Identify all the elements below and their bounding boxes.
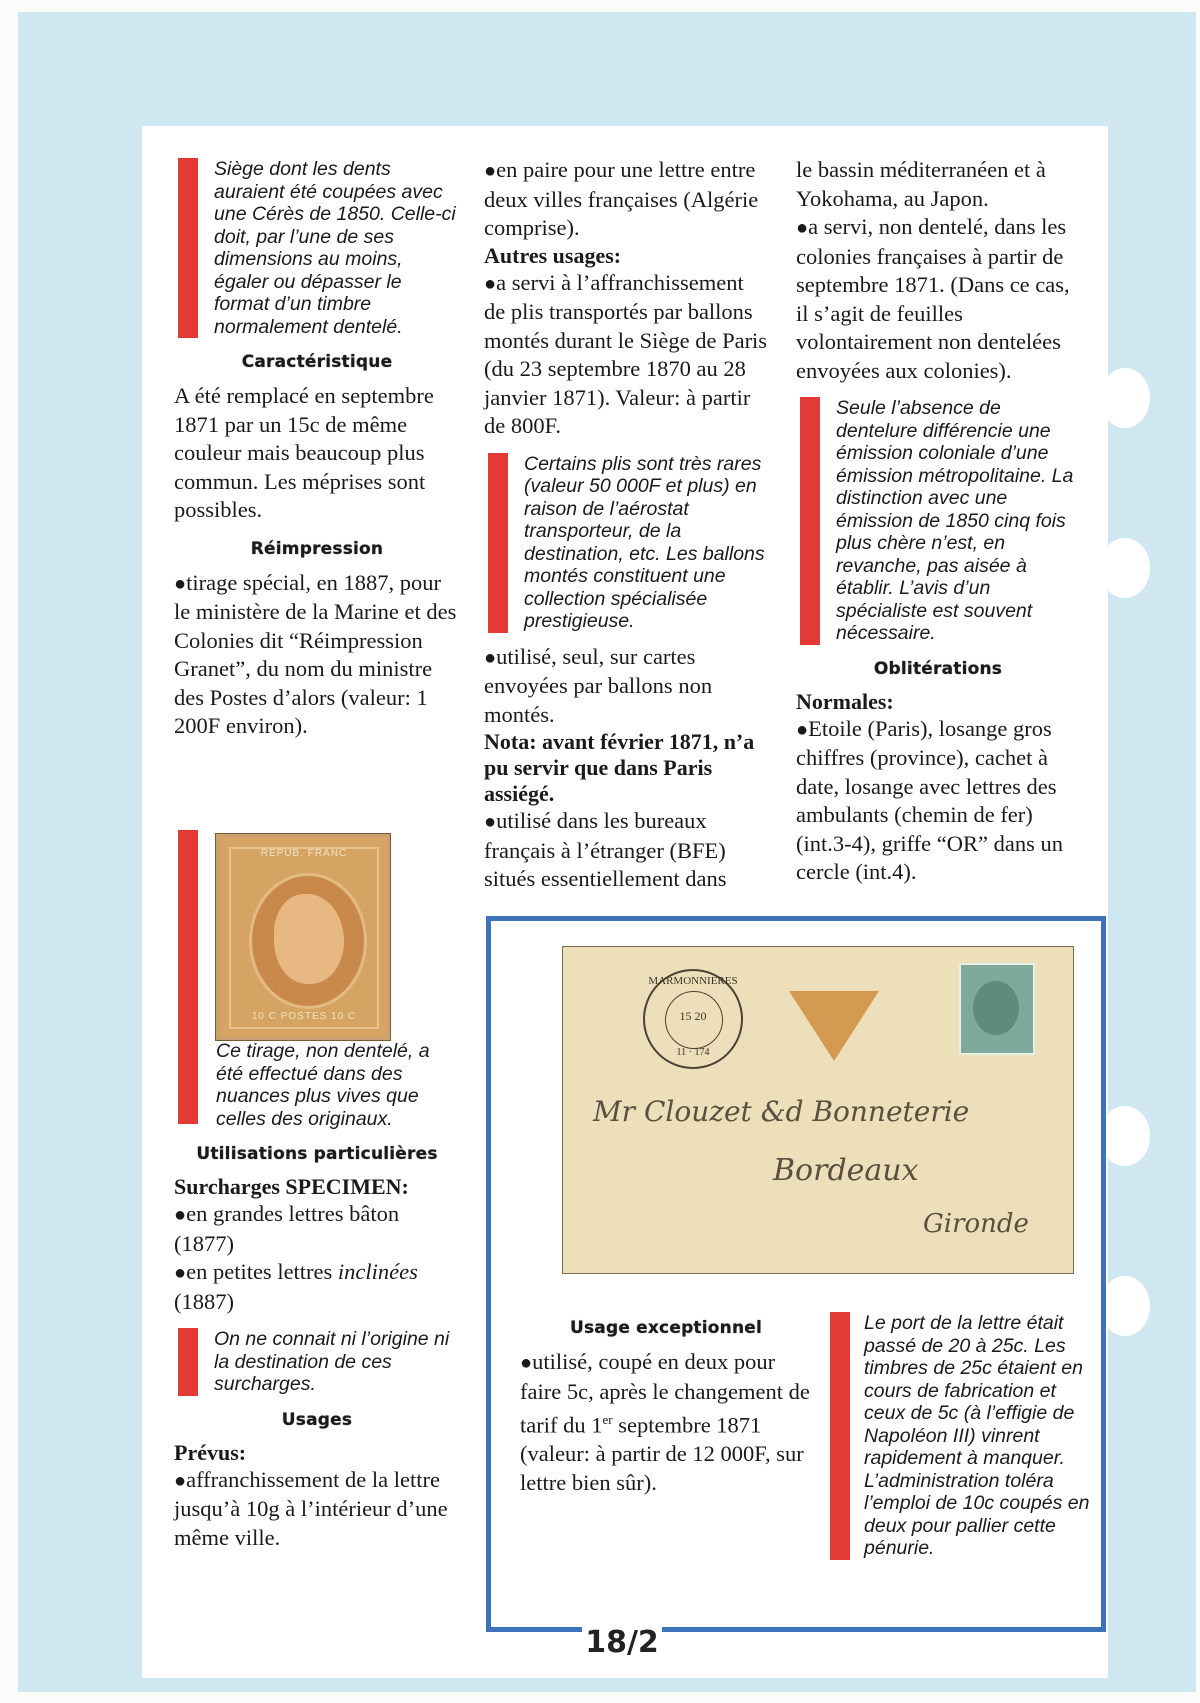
postmark-date: 15 20: [679, 1009, 707, 1023]
paragraph-text: en paire pour une lettre entre deux villes françaises (Algérie comprise).: [484, 157, 759, 240]
paragraph-usage-exceptionnel: [520, 1348, 812, 1497]
heading-reimpression: Réimpression: [250, 538, 384, 559]
bullet-icon: ●: [484, 272, 497, 295]
binder-hole: [1100, 538, 1150, 598]
bullet-icon: ●: [484, 160, 497, 182]
bullet-icon: ●: [796, 217, 809, 239]
red-bar: [488, 453, 508, 633]
paragraph-bfe: [484, 807, 770, 894]
note-text: Le port de la lettre était passé de 20 à 25c. Les timbres de 25c étaient en cours de fabrication et ceux de 5c (à l’effigie de Napoléon III) vinrent rapidement à manquer. L’administration toléra l’emploi de 10c coupés en deux pour pallier cette pénurie.: [864, 1312, 1090, 1559]
address-line-2: Bordeaux: [773, 1153, 919, 1188]
paragraph-text: tirage spécial, en 1887, pour le ministère de la Marine et des Colonies dit “Réimpression Granet”, du nom du ministre des Postes d’alors (valeur: 1 200F environ).: [174, 569, 457, 738]
red-bar: [800, 397, 820, 645]
subheading-normales: Normales:: [796, 688, 894, 714]
note-text: On ne connait ni l’origine ni la destination de ces surcharges.: [214, 1328, 450, 1395]
heading-utilisations: Utilisations particulières: [196, 1144, 438, 1164]
paragraph-paire: [484, 156, 770, 243]
heading-caracteristique: Caractéristique: [241, 352, 393, 372]
paragraph-text: en grandes lettres bâton (1877): [174, 1201, 400, 1256]
green-stamp: [959, 963, 1035, 1055]
italic-text: inclinées: [337, 1259, 418, 1284]
red-bar: [830, 1312, 850, 1560]
paragraph-text: utilisé dans les bureaux français à l’étranger (BFE) situés essentiellement dans: [484, 808, 727, 891]
note-tirage: Ce tirage, non dentelé, a été effectué dans des nuances plus vives que celles des originaux.: [216, 1040, 430, 1130]
stamp-oval: [249, 873, 367, 1009]
stamp-bottom-text: 10 C POSTES 10 C: [251, 1011, 357, 1022]
bullet-icon: ●: [174, 572, 187, 595]
bullet-icon: ●: [484, 811, 497, 833]
red-bar: [178, 158, 198, 338]
paragraph-text: septembre 1871 (valeur: à partir de 12 000F, sur lettre bien sûr).: [520, 1412, 804, 1495]
column-left: [174, 158, 460, 741]
binder-hole: [1100, 368, 1150, 428]
usage-exceptionnel-block: [520, 1318, 812, 1497]
paragraph-prevus: [174, 1466, 460, 1553]
paragraph-text: en petites lettres: [186, 1259, 338, 1284]
column-left-lower: [174, 1144, 460, 1552]
address-line-3: Gironde: [923, 1209, 1029, 1239]
postmark-year-text: 174: [694, 1047, 710, 1058]
note-text: Siège dont les dents auraient été coupées avec une Cérès de 1850. Celle-ci doit, par l’une de ses dimensions au moins, égaler ou dépasser le format d’un timbre normalement dentelé.: [214, 158, 456, 338]
bisected-stamp: [789, 991, 879, 1061]
subheading-autres-usages: Autres usages:: [484, 242, 622, 268]
bullet-icon: ●: [174, 1469, 187, 1492]
binder-hole: [1100, 1276, 1150, 1336]
paragraph-continued: le bassin méditerranéen et à Yokohama, au Japon.: [796, 157, 1046, 211]
bullet-icon: ●: [174, 1204, 187, 1226]
column-right: [796, 156, 1080, 887]
bullet-icon: ●: [796, 718, 809, 741]
paragraph-text: (1887): [174, 1288, 234, 1314]
heading-usage-exceptionnel: Usage exceptionnel: [569, 1318, 763, 1338]
paragraph-normales: [796, 715, 1080, 887]
binder-hole: [1100, 1106, 1150, 1166]
stamp-image-ceres: [216, 834, 390, 1040]
paragraph-caracteristique: A été remplacé en septembre 1871 par un 15c de même couleur mais beaucoup plus commun. Les méprises sont possibles.: [174, 383, 434, 522]
page-number: 18/2: [582, 1626, 662, 1660]
bullet-icon: ●: [174, 1262, 187, 1284]
column-middle: [484, 156, 770, 894]
bullet-icon: ●: [484, 646, 497, 669]
paragraph-cartes: [484, 643, 770, 730]
postmark-number: 11: [676, 1047, 687, 1058]
postmark-circle: [643, 969, 743, 1069]
bullet-icon: ●: [520, 1352, 533, 1374]
paragraph-text: utilisé, seul, sur cartes envoyées par ballons non montés.: [484, 643, 713, 727]
subheading-prevus: Prévus:: [174, 1439, 247, 1465]
note-text: Certains plis sont très rares (valeur 50 000F et plus) en raison de l’aérostat transporteur, de la destination, etc. Les ballons montés constituent une collection spécialisée prestigieuse.: [524, 452, 765, 632]
postmark-year: 11 · 174: [676, 1047, 710, 1058]
note-port-block: [826, 1312, 1092, 1560]
paragraph-text: Etoile (Paris), losange gros chiffres (province), cachet à date, losange avec lettres des ambulants (chemin de fer) (int.3-4), griffe “OR” dans un cercle (int.4).: [796, 715, 1064, 884]
paragraph-surcharge-1: [174, 1200, 460, 1258]
heading-usages: Usages: [281, 1409, 353, 1430]
postmark-town: MARMONNIERES: [648, 975, 738, 987]
subheading-surcharges: Surcharges SPECIMEN:: [174, 1174, 409, 1199]
paragraph-ballons: [484, 269, 770, 441]
note-port: [826, 1312, 1092, 1560]
note-text: Seule l’absence de dentelure différencie une émission coloniale d’une émission métropolitaine. La distinction avec une émission de 1850 cinq fois plus chère n’est, en revanche, pas aisée à établir. L’avis d’un spécialiste est souvent nécessaire.: [836, 397, 1074, 644]
nota-text: Nota: avant février 1871, n’a pu servir que dans Paris assiégé.: [484, 729, 755, 806]
note-absence: [796, 397, 1080, 645]
cover-image-letter: [562, 946, 1074, 1274]
paragraph-reimpression: [174, 569, 460, 741]
paragraph-surcharge-2: [174, 1258, 460, 1316]
green-stamp-portrait: [973, 981, 1019, 1035]
paragraph-text: utilisé, coupé en deux pour faire 5c, après le changement de tarif du 1: [520, 1349, 810, 1438]
paragraph-colonies: [796, 213, 1080, 385]
note-plis: [484, 453, 770, 633]
note-origine: [174, 1328, 460, 1396]
stamp-frame: [229, 847, 379, 1029]
paragraph-text: a servi, non dentelé, dans les colonies françaises à partir de septembre 1871. (Dans ce cas, il s’agit de feuilles volontairement non dentelées envoyées aux colonies).: [796, 214, 1070, 383]
superscript-text: er: [602, 1412, 613, 1427]
stamp-top-text: REPUB. FRANC: [260, 848, 348, 859]
paragraph-text: a servi à l’affranchissement de plis transportés par ballons montés durant le Siège de Paris (du 23 septembre 1870 au 28 janvier 1871). Valeur: à partir de 800F.: [484, 269, 768, 438]
red-bar: [178, 830, 198, 1124]
note-siege: [174, 158, 460, 338]
address-line-1: Mr Clouzet &d Bonneterie: [593, 1095, 970, 1128]
ceres-head: [274, 894, 344, 984]
paragraph-text: affranchissement de la lettre jusqu’à 10g à l’intérieur d’une même ville.: [174, 1466, 448, 1550]
red-bar: [178, 1328, 198, 1396]
heading-obliterations: Oblitérations: [873, 658, 1003, 679]
